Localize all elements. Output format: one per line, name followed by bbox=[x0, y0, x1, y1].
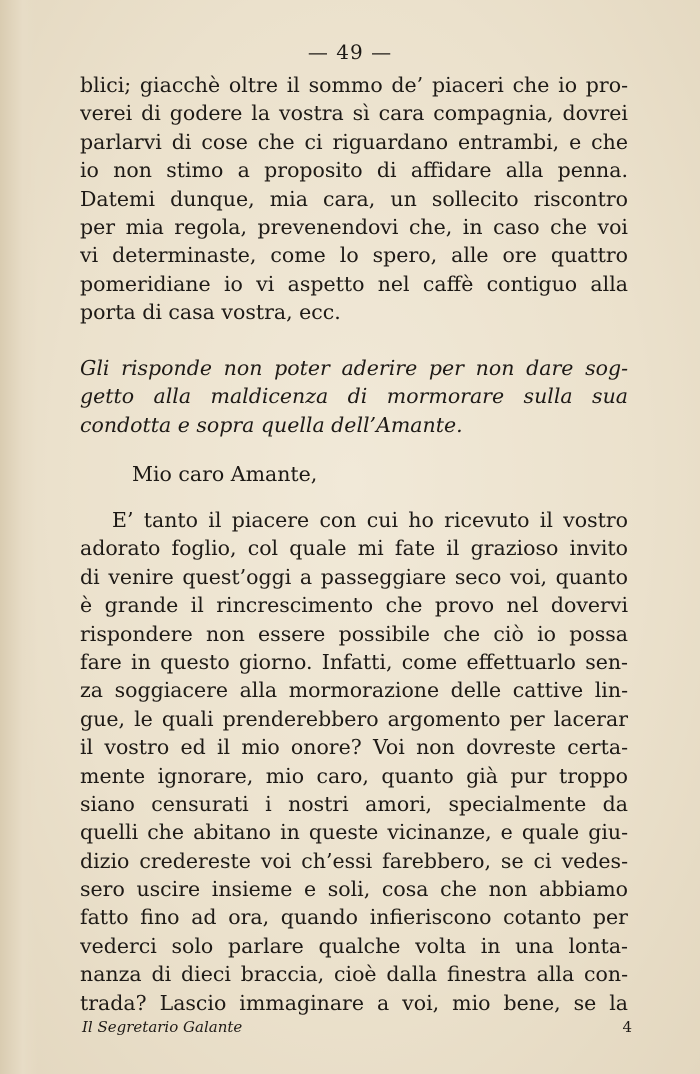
text-line: fatto fino ad ora, quando infieriscono cotanto per bbox=[80, 905, 628, 930]
text-line: di venire quest’oggi a passeggiare seco voi, quanto bbox=[80, 564, 628, 589]
text-line: adorato foglio, col quale mi fate il grazioso invito bbox=[80, 536, 628, 561]
italic-summary-heading bbox=[80, 354, 628, 439]
page-number: — 49 — bbox=[307, 40, 393, 64]
text-line: nanza di dieci braccia, cioè dalla finestra alla con- bbox=[80, 962, 628, 987]
text-line: Gli risponde non poter aderire per non dare sog- bbox=[80, 356, 628, 380]
text-line: parlarvi di cose che ci riguardano entrambi, e che bbox=[80, 129, 628, 154]
text-line: blici; giacchè oltre il sommo de’ piaceri che io pro- bbox=[80, 73, 628, 97]
text-line: condotta e sopra quella dell’Amante. bbox=[80, 412, 463, 437]
footer-book-title: Il Segretario Galante bbox=[82, 1018, 243, 1036]
text-line: siano censurati i nostri amori, specialmente da bbox=[80, 791, 628, 816]
text-line: za soggiacere alla mormorazione delle cattive lin- bbox=[80, 678, 628, 703]
text-line: gue, le quali prenderebbero argomento per lacerar bbox=[80, 706, 628, 731]
text-line: pomeridiane io vi aspetto nel caffè contiguo alla bbox=[80, 271, 628, 296]
text-line: per mia regola, prevenendovi che, in caso che voi bbox=[80, 214, 628, 239]
text-line: Datemi dunque, mia cara, un sollecito riscontro bbox=[80, 186, 628, 211]
text-line: è grande il rincrescimento che provo nel dovervi bbox=[80, 593, 628, 618]
footer-signature-mark: 4 bbox=[622, 1018, 632, 1036]
text-line: rispondere non essere possibile che ciò io possa bbox=[80, 621, 628, 646]
text-line: trada? Lascio immaginare a voi, mio bene, se la bbox=[80, 990, 628, 1015]
letter-salutation: Mio caro Amante, bbox=[132, 462, 318, 486]
text-line: getto alla maldicenza di mormorare sulla sua bbox=[80, 384, 628, 409]
text-line: porta di casa vostra, ecc. bbox=[80, 300, 341, 325]
letter-body-paragraph bbox=[80, 506, 628, 1017]
text-line: vederci solo parlare qualche volta in una lonta- bbox=[80, 933, 628, 958]
text-line: vi determinaste, come lo spero, alle ore quattro bbox=[80, 243, 628, 268]
text-line: dizio credereste voi ch’essi farebbero, se ci vedes- bbox=[80, 848, 628, 873]
text-line: il vostro ed il mio onore? Voi non dovreste certa- bbox=[80, 735, 628, 760]
paragraph-continuation bbox=[80, 71, 628, 327]
text-line: fare in questo giorno. Infatti, come effettuarlo sen- bbox=[80, 649, 628, 674]
text-line: E’ tanto il piacere con cui ho ricevuto il vostro bbox=[112, 508, 628, 532]
text-line: io non stimo a proposito di affidare alla penna. bbox=[80, 158, 628, 183]
text-line: quelli che abitano in queste vicinanze, e quale giu- bbox=[80, 820, 628, 845]
text-line: mente ignorare, mio caro, quanto già pur troppo bbox=[80, 763, 628, 788]
text-line: verei di godere la vostra sì cara compagnia, dovrei bbox=[80, 101, 628, 126]
text-line: sero uscire insieme e soli, cosa che non abbiamo bbox=[80, 877, 628, 902]
page-edge-shadow bbox=[0, 0, 38, 1074]
